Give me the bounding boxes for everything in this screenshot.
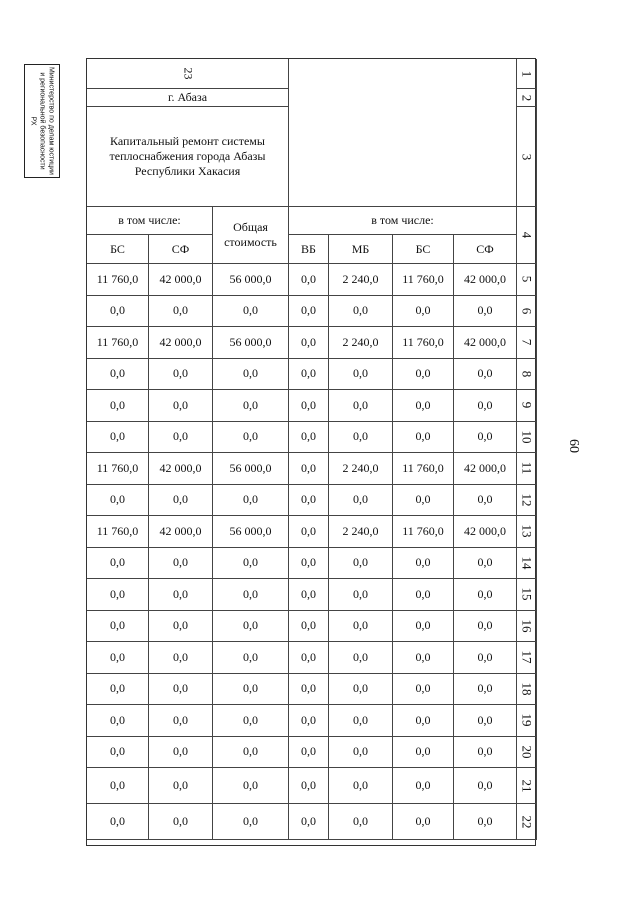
row-number-text: 12 <box>519 493 535 507</box>
cell-sf-right: 0,0 <box>454 296 517 328</box>
cell-bs-right: 0,0 <box>393 705 454 737</box>
cell-sf-left: 0,0 <box>149 705 213 737</box>
row-number-text: 18 <box>519 682 535 696</box>
cell-mb: 0,0 <box>329 485 393 517</box>
row-number <box>517 264 537 296</box>
cell-bs-right: 0,0 <box>393 642 454 674</box>
cell-vb: 0,0 <box>289 296 329 328</box>
cell-mb: 0,0 <box>329 579 393 611</box>
col-bs-left: БС <box>87 235 149 264</box>
stamp-text: Министерство по делам юстиции и региональной безопасности РХ <box>29 67 55 175</box>
cell-vb: 0,0 <box>289 485 329 517</box>
cell-vb: 0,0 <box>289 516 329 548</box>
cell-sf-left: 42 000,0 <box>149 264 213 296</box>
cell-total-cost: 0,0 <box>213 359 289 391</box>
cell-bs-right: 0,0 <box>393 737 454 769</box>
row-number-text: 10 <box>519 430 535 444</box>
row-number <box>517 390 537 422</box>
cell-sf-right: 0,0 <box>454 705 517 737</box>
project-name: Капитальный ремонт системы теплоснабжения города Абазы Республики Хакасия <box>87 107 289 207</box>
cell-bs-left: 0,0 <box>87 768 149 804</box>
cell-vb: 0,0 <box>289 804 329 840</box>
row-number-text: 6 <box>519 307 535 314</box>
cell-total-cost: 0,0 <box>213 804 289 840</box>
row-number <box>517 59 537 89</box>
record-number-text: 23 <box>181 67 195 80</box>
cell-total-cost: 0,0 <box>213 390 289 422</box>
cell-bs-right: 11 760,0 <box>393 516 454 548</box>
cell-sf-left: 0,0 <box>149 359 213 391</box>
row-number-text: 5 <box>519 276 535 283</box>
cell-bs-right: 0,0 <box>393 390 454 422</box>
row-number-text: 17 <box>519 650 535 664</box>
cell-vb: 0,0 <box>289 390 329 422</box>
cell-total-cost: 0,0 <box>213 705 289 737</box>
row-number-text: 21 <box>519 779 535 792</box>
cell-sf-left: 0,0 <box>149 804 213 840</box>
row-number-text: 2 <box>519 94 535 101</box>
row-number <box>517 89 537 107</box>
included-label-left: в том числе: <box>87 207 213 235</box>
cell-bs-right: 0,0 <box>393 548 454 580</box>
cell-vb: 0,0 <box>289 579 329 611</box>
cell-bs-left: 0,0 <box>87 390 149 422</box>
row-number-text: 9 <box>519 402 535 409</box>
cell-sf-left: 0,0 <box>149 674 213 706</box>
cell-bs-right: 0,0 <box>393 674 454 706</box>
row-number <box>517 296 537 328</box>
row-number <box>517 453 537 485</box>
cell-sf-left: 0,0 <box>149 422 213 454</box>
cell-bs-right: 0,0 <box>393 422 454 454</box>
row-number <box>517 768 537 804</box>
cell-vb: 0,0 <box>289 327 329 359</box>
cell-sf-left: 42 000,0 <box>149 327 213 359</box>
row-number-text: 1 <box>519 70 535 77</box>
cell-sf-left: 0,0 <box>149 579 213 611</box>
cell-sf-left: 0,0 <box>149 642 213 674</box>
cell-sf-left: 42 000,0 <box>149 516 213 548</box>
row-number <box>517 674 537 706</box>
row-number <box>517 485 537 517</box>
cell-bs-right: 0,0 <box>393 485 454 517</box>
cell-bs-left: 0,0 <box>87 705 149 737</box>
cell-sf-left: 0,0 <box>149 737 213 769</box>
cell-sf-right: 0,0 <box>454 359 517 391</box>
row-number <box>517 327 537 359</box>
cell-bs-left: 0,0 <box>87 737 149 769</box>
budget-table <box>86 58 536 846</box>
cell-mb: 0,0 <box>329 737 393 769</box>
cell-mb: 2 240,0 <box>329 264 393 296</box>
cell-sf-left: 0,0 <box>149 611 213 643</box>
cell-mb: 2 240,0 <box>329 453 393 485</box>
included-label-right: в том числе: <box>289 207 517 235</box>
cell-bs-right: 11 760,0 <box>393 264 454 296</box>
cell-total-cost: 56 000,0 <box>213 327 289 359</box>
cell-bs-left: 0,0 <box>87 359 149 391</box>
row-number <box>517 107 537 207</box>
cell-mb: 0,0 <box>329 674 393 706</box>
cell-total-cost: 0,0 <box>213 768 289 804</box>
cell-vb: 0,0 <box>289 611 329 643</box>
cell-bs-left: 0,0 <box>87 611 149 643</box>
cell-mb: 0,0 <box>329 705 393 737</box>
col-vb: ВБ <box>289 235 329 264</box>
row-number-text: 4 <box>519 231 535 239</box>
row-number-text: 11 <box>519 461 535 475</box>
cell-total-cost: 56 000,0 <box>213 453 289 485</box>
cell-mb: 0,0 <box>329 768 393 804</box>
cell-bs-right: 0,0 <box>393 768 454 804</box>
cell-bs-left: 0,0 <box>87 642 149 674</box>
cell-mb: 0,0 <box>329 296 393 328</box>
cell-sf-left: 42 000,0 <box>149 453 213 485</box>
cell-sf-right: 0,0 <box>454 804 517 840</box>
row-number-text: 15 <box>519 587 535 601</box>
ministry-stamp <box>24 64 60 178</box>
row-number-text: 7 <box>519 339 535 346</box>
cell-sf-right: 42 000,0 <box>454 516 517 548</box>
row-number-text: 20 <box>519 745 535 759</box>
cell-sf-left: 0,0 <box>149 768 213 804</box>
cell-bs-left: 0,0 <box>87 579 149 611</box>
cell-mb: 2 240,0 <box>329 516 393 548</box>
record-number <box>87 59 289 89</box>
cell-mb: 0,0 <box>329 611 393 643</box>
cell-vb: 0,0 <box>289 737 329 769</box>
cell-sf-left: 0,0 <box>149 548 213 580</box>
cell-bs-left: 11 760,0 <box>87 327 149 359</box>
cell-mb: 0,0 <box>329 642 393 674</box>
cell-vb: 0,0 <box>289 642 329 674</box>
row-number-text: 22 <box>519 815 535 828</box>
row-number <box>517 359 537 391</box>
cell-total-cost: 0,0 <box>213 422 289 454</box>
cell-total-cost: 0,0 <box>213 296 289 328</box>
col-sf-right: СФ <box>454 235 517 264</box>
row-number <box>517 579 537 611</box>
cell-total-cost: 56 000,0 <box>213 516 289 548</box>
cell-sf-right: 0,0 <box>454 642 517 674</box>
cell-vb: 0,0 <box>289 453 329 485</box>
page-number: 60 <box>566 439 581 453</box>
cell-total-cost: 0,0 <box>213 579 289 611</box>
cell-vb: 0,0 <box>289 422 329 454</box>
cell-bs-left: 0,0 <box>87 674 149 706</box>
cell-sf-right: 42 000,0 <box>454 327 517 359</box>
cell-sf-right: 0,0 <box>454 737 517 769</box>
cell-vb: 0,0 <box>289 548 329 580</box>
cell-mb: 0,0 <box>329 390 393 422</box>
row-number <box>517 737 537 769</box>
cell-total-cost: 0,0 <box>213 642 289 674</box>
cell-sf-left: 0,0 <box>149 485 213 517</box>
row-number <box>517 207 537 264</box>
cell-sf-right: 0,0 <box>454 548 517 580</box>
cell-total-cost: 0,0 <box>213 485 289 517</box>
cell-sf-left: 0,0 <box>149 390 213 422</box>
cell-vb: 0,0 <box>289 768 329 804</box>
city-name: г. Абаза <box>87 89 289 107</box>
cell-bs-left: 0,0 <box>87 296 149 328</box>
cell-sf-right: 0,0 <box>454 611 517 643</box>
cell-vb: 0,0 <box>289 359 329 391</box>
cell-bs-right: 0,0 <box>393 611 454 643</box>
cell-sf-right: 0,0 <box>454 485 517 517</box>
cell-bs-left: 11 760,0 <box>87 264 149 296</box>
cell-bs-left: 11 760,0 <box>87 453 149 485</box>
col-mb: МБ <box>329 235 393 264</box>
cell-mb: 2 240,0 <box>329 327 393 359</box>
cell-total-cost: 0,0 <box>213 737 289 769</box>
cell-total-cost: 56 000,0 <box>213 264 289 296</box>
cell-sf-right: 42 000,0 <box>454 453 517 485</box>
cell-sf-left: 0,0 <box>149 296 213 328</box>
row-number <box>517 548 537 580</box>
row-number-text: 8 <box>519 370 535 377</box>
row-number <box>517 422 537 454</box>
cell-mb: 0,0 <box>329 548 393 580</box>
row-number-text: 16 <box>519 619 535 633</box>
cell-total-cost: 0,0 <box>213 548 289 580</box>
cell-bs-right: 0,0 <box>393 579 454 611</box>
cell-mb: 0,0 <box>329 359 393 391</box>
cell-vb: 0,0 <box>289 705 329 737</box>
cell-bs-right: 0,0 <box>393 359 454 391</box>
cell-bs-right: 0,0 <box>393 296 454 328</box>
cell-bs-left: 11 760,0 <box>87 516 149 548</box>
row-number-text: 13 <box>519 524 535 538</box>
col-bs-right: БС <box>393 235 454 264</box>
row-number <box>517 642 537 674</box>
cell-sf-right: 0,0 <box>454 579 517 611</box>
cell-bs-left: 0,0 <box>87 548 149 580</box>
cell-bs-left: 0,0 <box>87 422 149 454</box>
cell-sf-right: 0,0 <box>454 768 517 804</box>
row-number <box>517 705 537 737</box>
cell-sf-right: 42 000,0 <box>454 264 517 296</box>
cell-total-cost: 0,0 <box>213 611 289 643</box>
cell-sf-right: 0,0 <box>454 674 517 706</box>
cell-total-cost: 0,0 <box>213 674 289 706</box>
cell-mb: 0,0 <box>329 804 393 840</box>
row-number <box>517 516 537 548</box>
cell-bs-right: 0,0 <box>393 804 454 840</box>
row-number-text: 14 <box>519 556 535 570</box>
cell-vb: 0,0 <box>289 674 329 706</box>
row-number-text: 3 <box>519 153 535 160</box>
cell-bs-left: 0,0 <box>87 804 149 840</box>
col-sf-left: СФ <box>149 235 213 264</box>
row-number <box>517 804 537 840</box>
cell-bs-right: 11 760,0 <box>393 327 454 359</box>
cell-bs-left: 0,0 <box>87 485 149 517</box>
cell-sf-right: 0,0 <box>454 390 517 422</box>
cell-sf-right: 0,0 <box>454 422 517 454</box>
cell-vb: 0,0 <box>289 264 329 296</box>
blank-header-area <box>289 59 517 207</box>
cell-mb: 0,0 <box>329 422 393 454</box>
row-number <box>517 611 537 643</box>
cell-bs-right: 11 760,0 <box>393 453 454 485</box>
row-number-text: 19 <box>519 713 535 727</box>
total-cost-header: Общая стоимость <box>213 207 289 264</box>
